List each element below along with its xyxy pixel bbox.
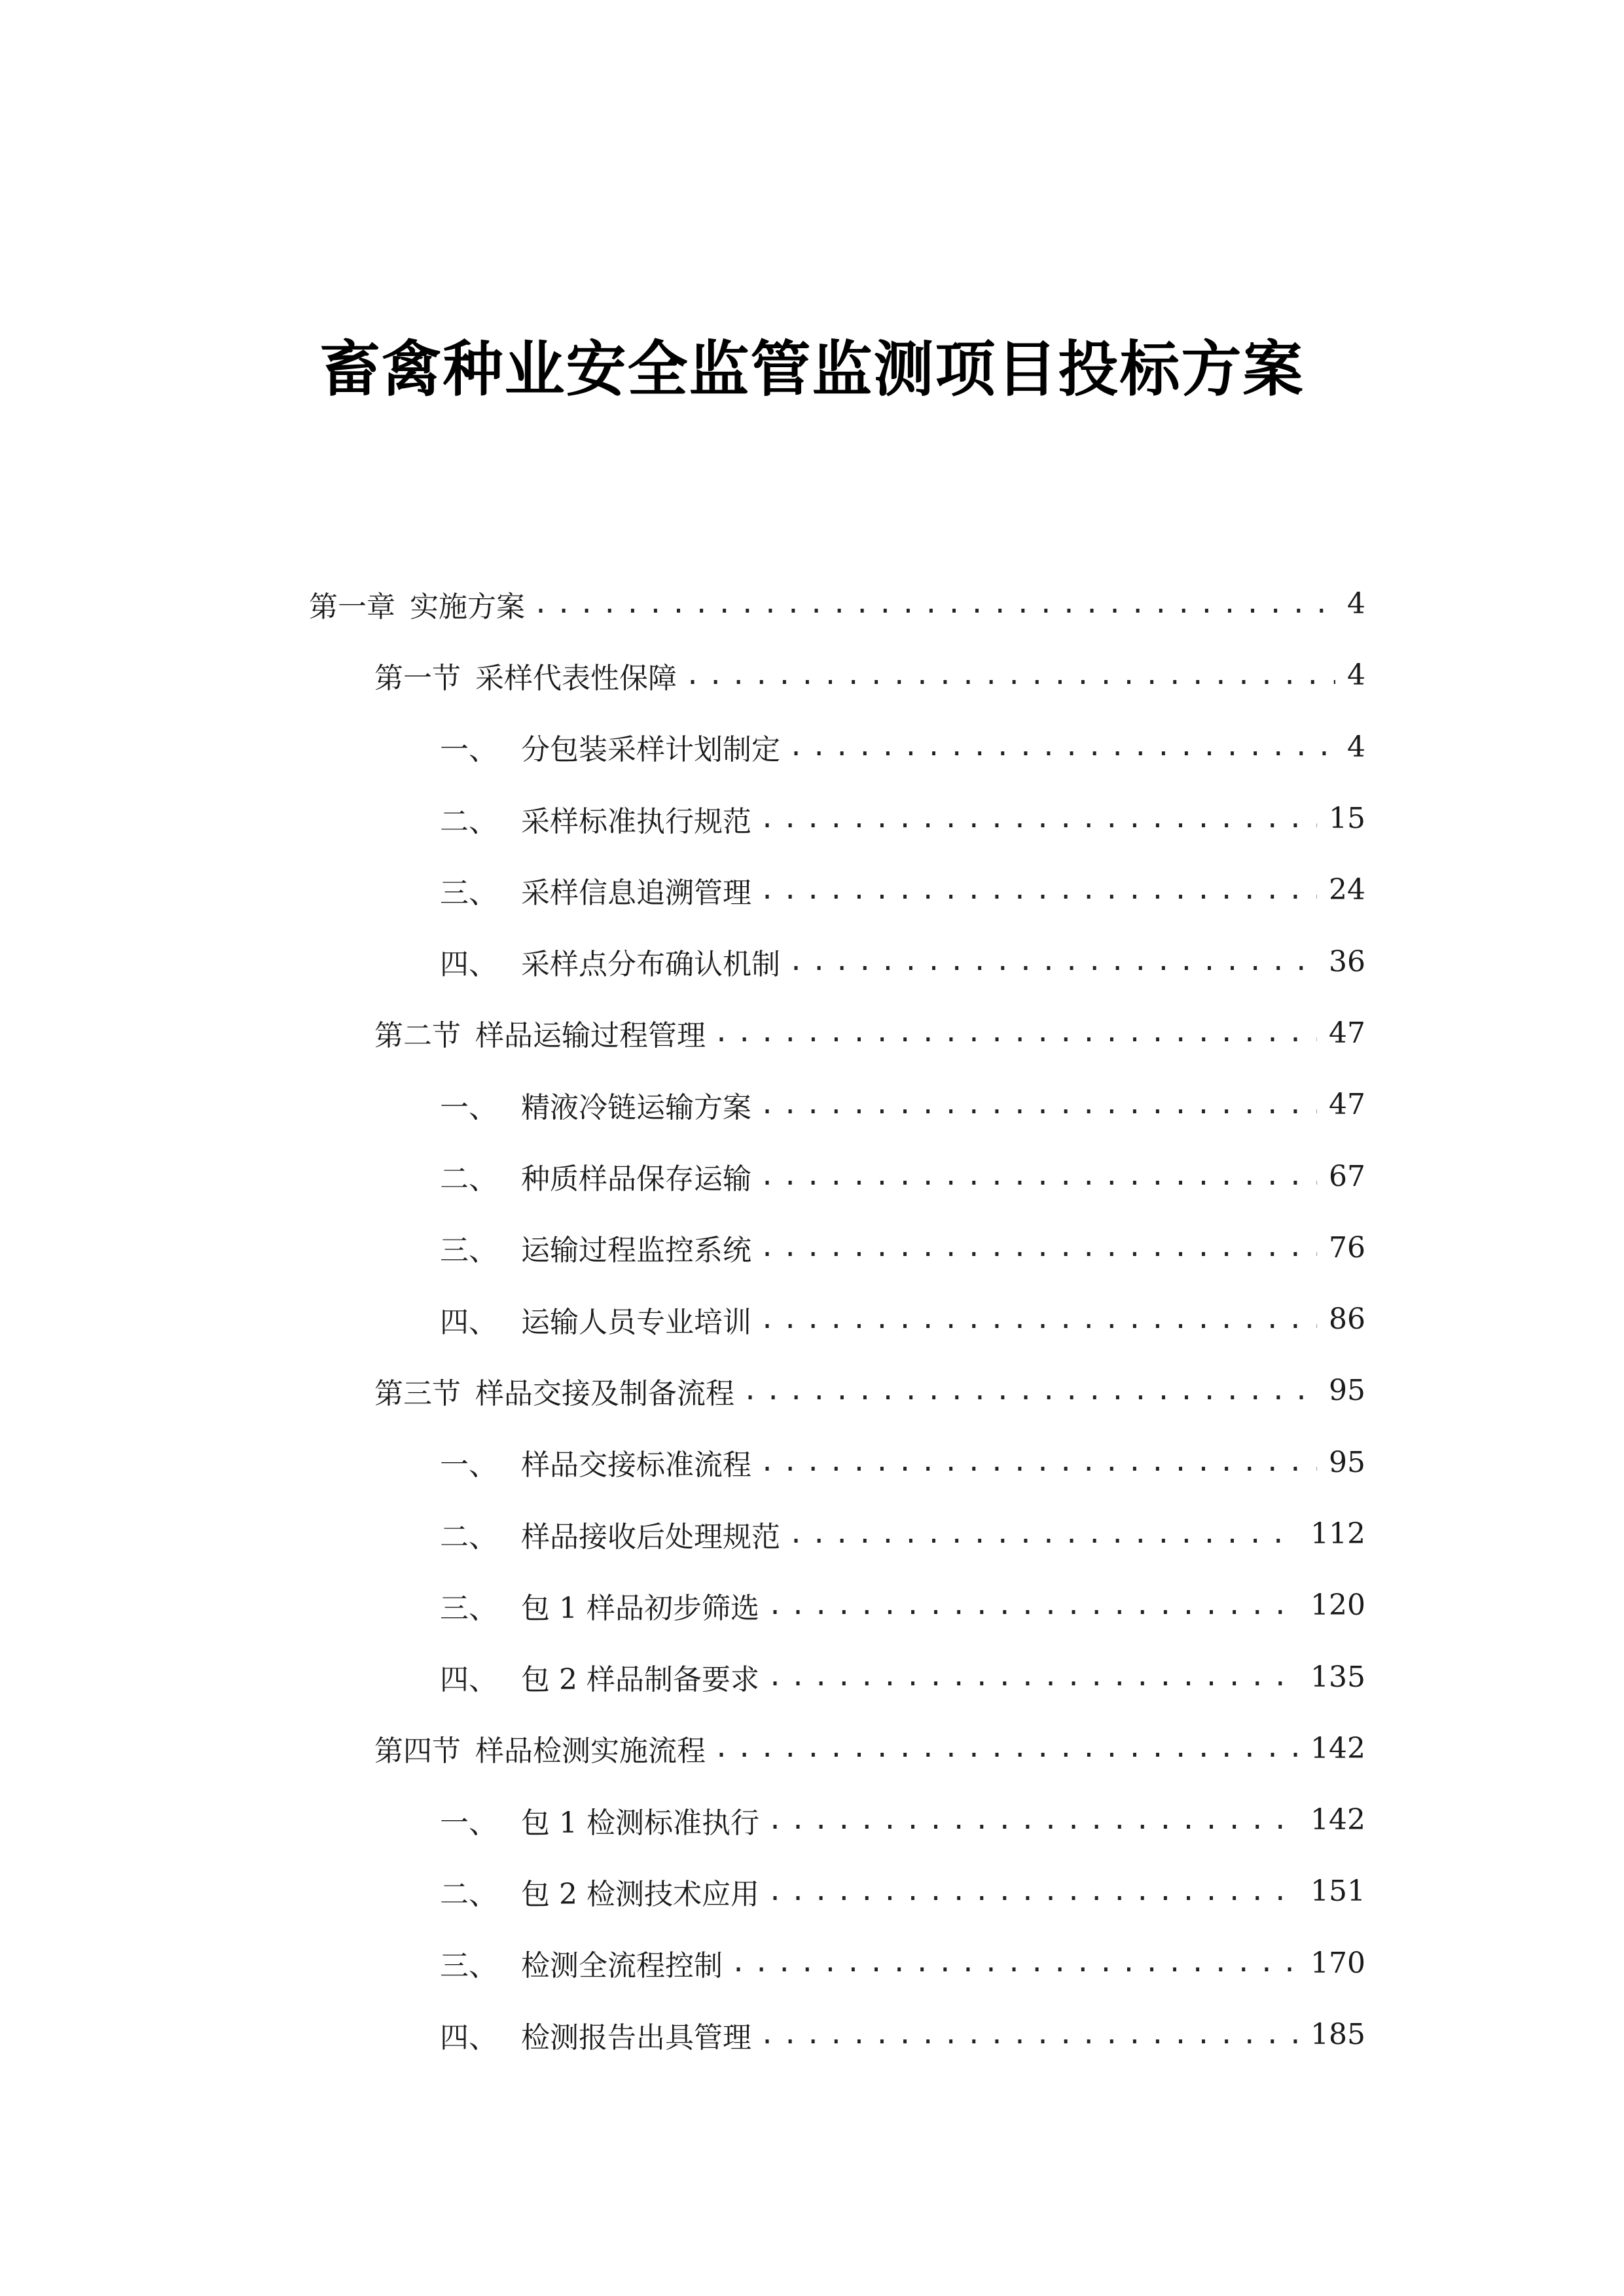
toc-entry-number: 三、 [440, 1234, 497, 1268]
toc-dot-leader [533, 589, 1335, 619]
toc-entry-number: 第二节 [374, 1019, 461, 1053]
toc-page-number: 4 [1347, 730, 1365, 764]
toc-entry-number: 二、 [440, 1162, 497, 1196]
toc-page-number: 142 [1310, 1731, 1365, 1765]
toc-entry-text: 采样代表性保障 [475, 661, 677, 695]
toc-page-number: 86 [1329, 1302, 1365, 1336]
toc-entry[interactable] [0, 997, 1624, 1069]
toc-dot-leader [742, 1376, 1317, 1406]
toc-entry-text: 样品接收后处理规范 [521, 1520, 780, 1554]
toc-dot-leader [759, 1161, 1317, 1191]
toc-dot-leader [731, 1948, 1299, 1978]
toc-page-number: 76 [1329, 1230, 1365, 1265]
toc-entry-number: 二、 [440, 1520, 497, 1554]
toc-page-number: 142 [1310, 1803, 1365, 1837]
toc-entry-number: 一、 [440, 1448, 497, 1482]
toc-page-number: 15 [1329, 802, 1365, 836]
toc-entry-text: 包 1 样品初步筛选 [521, 1591, 759, 1625]
document-title: 畜禽种业安全监管监测项目投标方案 [319, 334, 1305, 404]
toc-entry-text: 采样标准执行规范 [521, 804, 751, 838]
toc-entry-text: 包 2 样品制备要求 [521, 1663, 759, 1697]
toc-entry-text: 检测全流程控制 [521, 1949, 723, 1983]
toc-entry[interactable] [0, 1427, 1624, 1498]
toc-entry-text: 运输过程监控系统 [521, 1234, 751, 1268]
toc-dot-leader [713, 1018, 1317, 1048]
toc-entry-number: 二、 [440, 1877, 497, 1911]
toc-dot-leader [685, 660, 1335, 691]
toc-entry-number: 三、 [440, 1591, 497, 1625]
toc-page-number: 170 [1310, 1946, 1365, 1980]
toc-entry[interactable] [0, 1928, 1624, 1999]
toc-page-number: 95 [1329, 1445, 1365, 1479]
toc-entry-number: 第一章 [309, 590, 395, 624]
toc-entry[interactable] [0, 783, 1624, 854]
toc-dot-leader [788, 1519, 1299, 1549]
toc-entry[interactable] [0, 1355, 1624, 1426]
toc-entry-number: 第三节 [374, 1376, 461, 1410]
toc-page-number: 47 [1329, 1088, 1365, 1122]
toc-entry-text: 精液冷链运输方案 [521, 1090, 751, 1124]
toc-entry-number: 四、 [440, 1305, 497, 1339]
toc-dot-leader [759, 1090, 1317, 1120]
toc-dot-leader [788, 732, 1335, 762]
toc-dot-leader [767, 1876, 1299, 1907]
toc-entry-text: 包 2 检测技术应用 [521, 1877, 759, 1911]
toc-page-number: 36 [1329, 944, 1365, 978]
toc-dot-leader [759, 1447, 1317, 1477]
toc-entry-text: 实施方案 [410, 590, 525, 624]
toc-page-number: 185 [1310, 2018, 1365, 2052]
toc-dot-leader [767, 1805, 1299, 1835]
toc-entry-number: 一、 [440, 1090, 497, 1124]
toc-dot-leader [759, 804, 1317, 834]
toc-entry[interactable] [0, 1570, 1624, 1641]
toc-entry-text: 样品交接及制备流程 [475, 1376, 734, 1410]
toc-entry[interactable] [0, 1641, 1624, 1712]
toc-entry-text: 样品交接标准流程 [521, 1448, 751, 1482]
toc-entry-number: 第四节 [374, 1734, 461, 1768]
toc-entry[interactable] [0, 711, 1624, 783]
toc-entry-number: 四、 [440, 948, 497, 982]
toc-page-number: 67 [1329, 1159, 1365, 1193]
toc-entry-text: 样品运输过程管理 [475, 1019, 706, 1053]
toc-entry[interactable] [0, 854, 1624, 925]
toc-dot-leader [759, 1304, 1317, 1335]
toc-page-number: 24 [1329, 873, 1365, 907]
toc-entry[interactable] [0, 1069, 1624, 1140]
toc-entry-number: 三、 [440, 1949, 497, 1983]
toc-dot-leader [759, 875, 1317, 905]
toc-entry[interactable] [0, 1999, 1624, 2070]
toc-entry-text: 采样点分布确认机制 [521, 948, 780, 982]
toc-entry-text: 运输人员专业培训 [521, 1305, 751, 1339]
toc-entry-number: 四、 [440, 1663, 497, 1697]
toc-entry[interactable] [0, 1283, 1624, 1355]
toc-page-number: 95 [1329, 1374, 1365, 1408]
toc-entry-number: 一、 [440, 733, 497, 767]
toc-entry[interactable] [0, 925, 1624, 997]
toc-entry-text: 样品检测实施流程 [475, 1734, 706, 1768]
toc-dot-leader [759, 1232, 1317, 1263]
toc-entry[interactable] [0, 1784, 1624, 1856]
toc-entry[interactable] [0, 1498, 1624, 1570]
toc-entry[interactable] [0, 639, 1624, 711]
toc-dot-leader [767, 1662, 1299, 1692]
toc-entry-number: 四、 [440, 2020, 497, 2054]
toc-page-number: 4 [1347, 587, 1365, 621]
toc-page-number: 4 [1347, 658, 1365, 692]
toc-entry-number: 一、 [440, 1806, 497, 1840]
toc-page-number: 135 [1310, 1660, 1365, 1694]
toc-entry[interactable] [0, 1212, 1624, 1283]
toc-entry-number: 第一节 [374, 661, 461, 695]
toc-dot-leader [759, 2020, 1299, 2050]
toc-dot-leader [788, 946, 1317, 977]
toc-entry[interactable] [0, 1713, 1624, 1784]
toc-entry-text: 检测报告出具管理 [521, 2020, 751, 2054]
toc-page-number: 112 [1310, 1517, 1365, 1551]
toc-entry[interactable] [0, 568, 1624, 639]
toc-entry[interactable] [0, 1856, 1624, 1927]
toc-entry-text: 种质样品保存运输 [521, 1162, 751, 1196]
toc-entry[interactable] [0, 1140, 1624, 1211]
toc-page-number: 47 [1329, 1016, 1365, 1050]
toc-entry-text: 采样信息追溯管理 [521, 876, 751, 910]
toc-page-number: 151 [1310, 1874, 1365, 1909]
toc-entry-number: 二、 [440, 804, 497, 838]
table-of-contents [0, 568, 1624, 2070]
toc-entry-text: 分包装采样计划制定 [521, 733, 780, 767]
toc-dot-leader [713, 1733, 1299, 1763]
toc-entry-number: 三、 [440, 876, 497, 910]
toc-page-number: 120 [1310, 1588, 1365, 1623]
toc-entry-text: 包 1 检测标准执行 [521, 1806, 759, 1840]
toc-dot-leader [767, 1590, 1299, 1621]
